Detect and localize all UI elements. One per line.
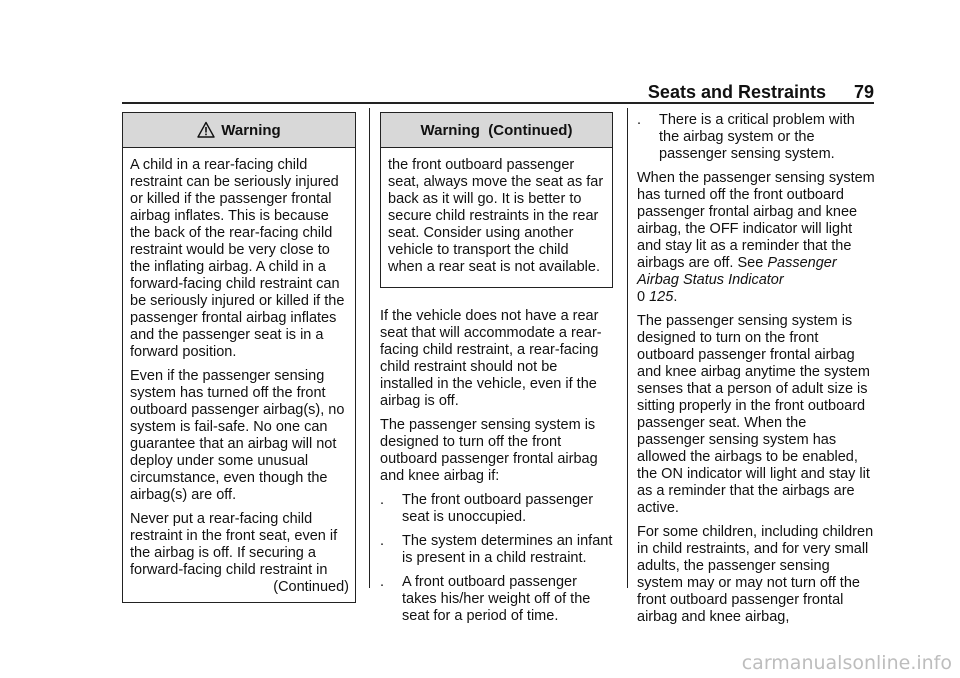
warning-title: Warning — [221, 121, 281, 139]
bullet-text: The front outboard passenger seat is unoccupied. — [402, 492, 594, 525]
list-item — [380, 574, 613, 625]
bullet-mark: . — [380, 492, 385, 508]
bullet-mark: . — [380, 574, 385, 590]
warning-box — [122, 112, 356, 603]
paragraph-text: When the passenger sensing system has turned off the front outboard passenger frontal airbag and knee airbag, the OFF indicator will light and stay lit as a reminder that the airbags are off. See — [637, 170, 875, 271]
body-paragraph — [637, 170, 875, 306]
warning-box-continued — [380, 112, 613, 288]
watermark: carmanualsonline.info — [741, 652, 952, 674]
page-number: 79 — [853, 82, 874, 102]
bullet-mark: . — [380, 533, 385, 549]
section-title: Seats and Restraints — [647, 82, 826, 102]
column-1 — [122, 112, 356, 603]
bullet-text: There is a critical problem with the airbag system or the passenger sensing system. — [659, 112, 855, 162]
page-header — [122, 76, 874, 104]
bullet-list — [637, 112, 875, 163]
cross-reference-page[interactable]: 125 — [649, 289, 674, 305]
column-divider — [627, 108, 628, 588]
body-paragraph: For some children, including children in child restraints, and for very small adults, the passenger sensing system may or may not turn off the front outboard passenger frontal airbag and knee airbag, — [637, 524, 874, 625]
body-paragraph: If the vehicle does not have a rear seat that will accommodate a rear-facing child restraint, a rear-facing child restraint should not be installed in the vehicle, even if the airbag is off. — [380, 308, 602, 409]
bullet-mark: . — [637, 112, 642, 128]
bullet-text: A front outboard passenger takes his/her weight off of the seat for a period of time. — [402, 574, 591, 624]
warning-paragraph: A child in a rear-facing child restraint can be seriously injured or killed if the passenger frontal airbag inflates. This is because the back of the rear-facing child restraint would be very close to the inflating airbag. A child in a forward-facing child restraint can be seriously injured or killed if the passenger frontal airbag inflates and the passenger seat is in a forward position. — [130, 157, 345, 360]
list-item — [380, 492, 613, 526]
warning-title: Warning (Continued) — [420, 121, 573, 139]
body-paragraph: The passenger sensing system is designed to turn off the front outboard passenger frontal airbag and knee airbag if: — [380, 417, 598, 484]
warning-paragraph: Even if the passenger sensing system has turned off the front outboard passenger airbag(s), no system is fail-safe. No one can guarantee that an airbag will not deploy under some unusual circumstance, even though the airbag(s) are off. — [130, 368, 345, 503]
column-3 — [637, 112, 875, 633]
warning-triangle-icon — [197, 121, 215, 139]
sentence-end: . — [673, 289, 678, 305]
bullet-list — [380, 492, 613, 625]
continued-label: (Continued) — [273, 579, 349, 595]
warning-paragraph: Never put a rear-facing child restraint in the front seat, even if the airbag is off. If securing a forward-facing child restraint in — [130, 511, 338, 578]
warning-header — [123, 113, 355, 148]
column-2 — [380, 112, 613, 632]
bullet-text: The system determines an infant is present in a child restraint. — [402, 533, 613, 566]
list-item — [380, 533, 613, 567]
column-divider — [369, 108, 370, 588]
warning-paragraph: the front outboard passenger seat, always move the seat as far back as it will go. It is better to secure child restraints in the rear seat. Consider using another vehicle to transport the child when a rear seat is not available. — [388, 157, 604, 275]
list-item — [637, 112, 875, 163]
warning-body — [381, 148, 612, 287]
page-ref-arrow: 0 — [637, 289, 646, 305]
warning-body — [123, 148, 355, 602]
cross-reference-link[interactable]: Passenger Airbag Status Indicator — [637, 255, 837, 288]
warning-header — [381, 113, 612, 148]
body-paragraph: The passenger sensing system is designed to turn on the front outboard passenger frontal airbag and knee airbag anytime the system senses that a person of adult size is sitting properly in the front outboard passenger seat. When the passenger sensing system has allowed the airbags to be enabled, the ON indicator will light and stay lit as a reminder that the airbags are active. — [637, 313, 870, 516]
